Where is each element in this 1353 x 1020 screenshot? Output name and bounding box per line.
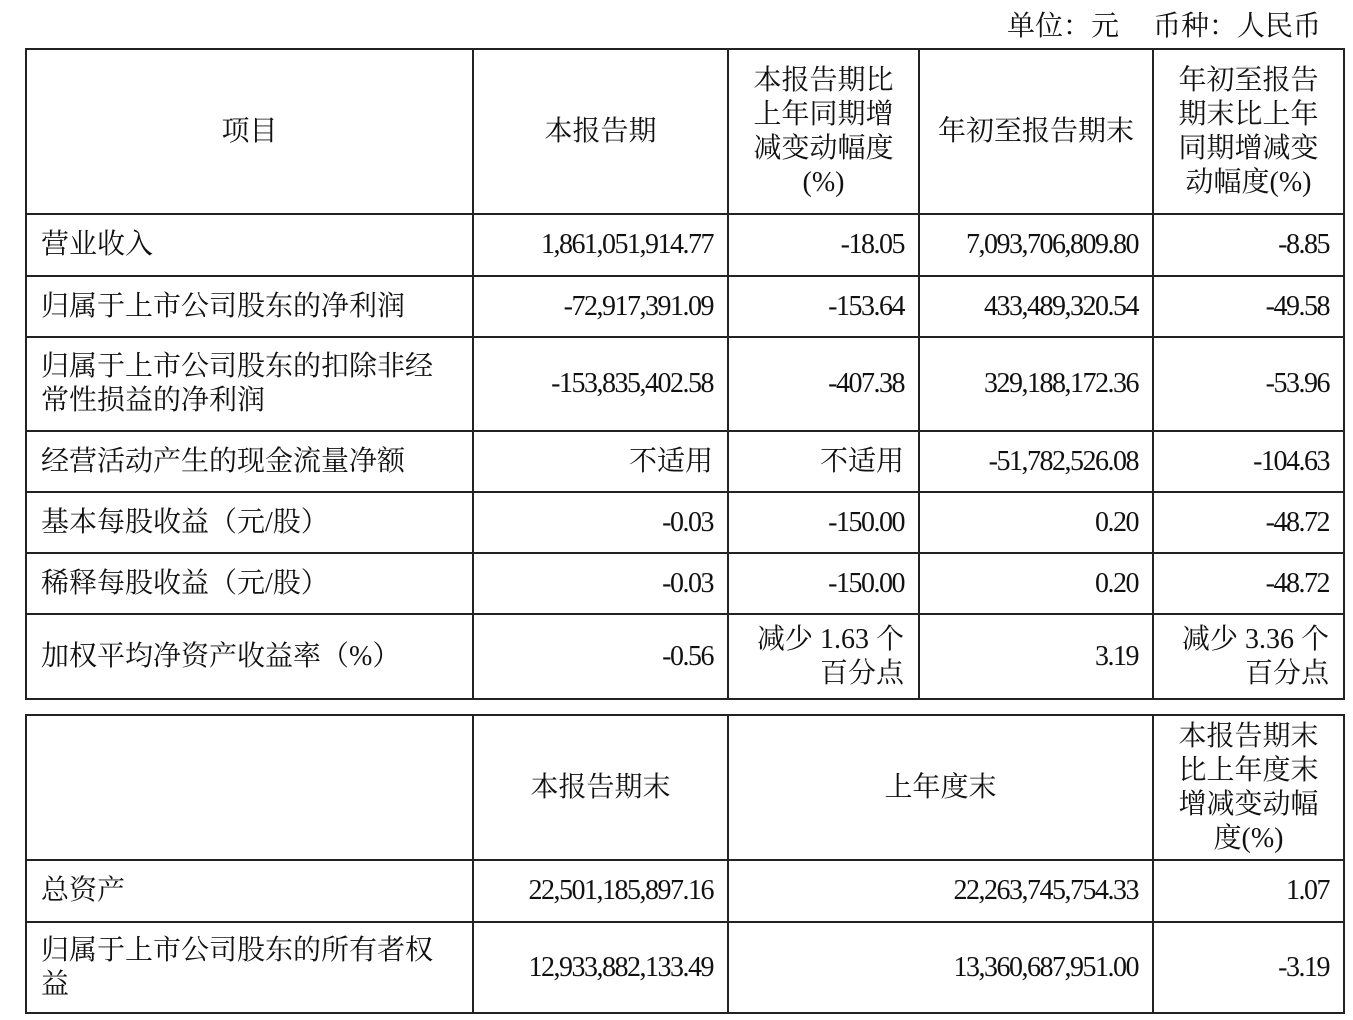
cell-value: 不适用: [728, 431, 919, 492]
cell-value: -0.03: [473, 553, 728, 614]
cell-value: 329,188,172.36: [919, 337, 1153, 431]
cell-value: -0.56: [473, 614, 728, 699]
header-row: [26, 49, 1344, 214]
cell-value: 13,360,687,951.00: [728, 922, 1153, 1013]
cell-value: -49.58: [1153, 276, 1344, 337]
cell-value: 12,933,882,133.49: [473, 922, 728, 1013]
header-row: [26, 715, 1344, 860]
table-row: [26, 860, 1344, 922]
table-row: [26, 553, 1344, 614]
cell-value: -153,835,402.58: [473, 337, 728, 431]
unit-label: 单位：元: [1006, 11, 1119, 42]
table-row: [26, 492, 1344, 553]
cell-value: 22,501,185,897.16: [473, 860, 728, 922]
cell-value: -150.00: [728, 492, 919, 553]
row-label: 加权平均净资产收益率（%）: [26, 614, 473, 699]
table-row: [26, 431, 1344, 492]
row-label: 基本每股收益（元/股）: [26, 492, 473, 553]
cell-value: 3.19: [919, 614, 1153, 699]
cell-value: -153.64: [728, 276, 919, 337]
cell-value: -407.38: [728, 337, 919, 431]
table-row: [26, 922, 1344, 1013]
cell-value: -3.19: [1153, 922, 1344, 1013]
cell-value: 减少 3.36 个百分点: [1153, 614, 1344, 699]
unit-currency-line: [973, 4, 1321, 44]
cell-value: -72,917,391.09: [473, 276, 728, 337]
income-summary-table: [25, 48, 1345, 700]
cell-value: -18.05: [728, 214, 919, 276]
column-header: 本报告期比上年同期增减变动幅度(%): [728, 49, 919, 214]
row-label: 营业收入: [26, 214, 473, 276]
column-header: 上年度末: [728, 715, 1153, 860]
column-header: 本报告期: [473, 49, 728, 214]
currency-label: 币种：人民币: [1152, 11, 1321, 42]
row-label: 归属于上市公司股东的净利润: [26, 276, 473, 337]
column-header: 本报告期末: [473, 715, 728, 860]
cell-value: -53.96: [1153, 337, 1344, 431]
cell-value: -104.63: [1153, 431, 1344, 492]
column-header: 年初至报告期末比上年同期增减变动幅度(%): [1153, 49, 1344, 214]
table-row: [26, 337, 1344, 431]
row-label: 稀释每股收益（元/股）: [26, 553, 473, 614]
cell-value: 减少 1.63 个百分点: [728, 614, 919, 699]
balance-summary-table: [25, 714, 1345, 1014]
cell-value: -150.00: [728, 553, 919, 614]
table-row: [26, 614, 1344, 699]
cell-value: -48.72: [1153, 492, 1344, 553]
table-row: [26, 214, 1344, 276]
column-header: 项目: [26, 49, 473, 214]
cell-value: 0.20: [919, 553, 1153, 614]
cell-value: 0.20: [919, 492, 1153, 553]
cell-value: -51,782,526.08: [919, 431, 1153, 492]
cell-value: 433,489,320.54: [919, 276, 1153, 337]
row-label: 总资产: [26, 860, 473, 922]
cell-value: -48.72: [1153, 553, 1344, 614]
cell-value: 22,263,745,754.33: [728, 860, 1153, 922]
row-label: 经营活动产生的现金流量净额: [26, 431, 473, 492]
cell-value: 不适用: [473, 431, 728, 492]
cell-value: 7,093,706,809.80: [919, 214, 1153, 276]
row-label: 归属于上市公司股东的扣除非经常性损益的净利润: [26, 337, 473, 431]
column-header: 本报告期末比上年度末增减变动幅度(%): [1153, 715, 1344, 860]
column-header: 年初至报告期末: [919, 49, 1153, 214]
table-row: [26, 276, 1344, 337]
cell-value: -8.85: [1153, 214, 1344, 276]
row-label: 归属于上市公司股东的所有者权益: [26, 922, 473, 1013]
cell-value: 1,861,051,914.77: [473, 214, 728, 276]
column-header: [26, 715, 473, 860]
cell-value: -0.03: [473, 492, 728, 553]
cell-value: 1.07: [1153, 860, 1344, 922]
